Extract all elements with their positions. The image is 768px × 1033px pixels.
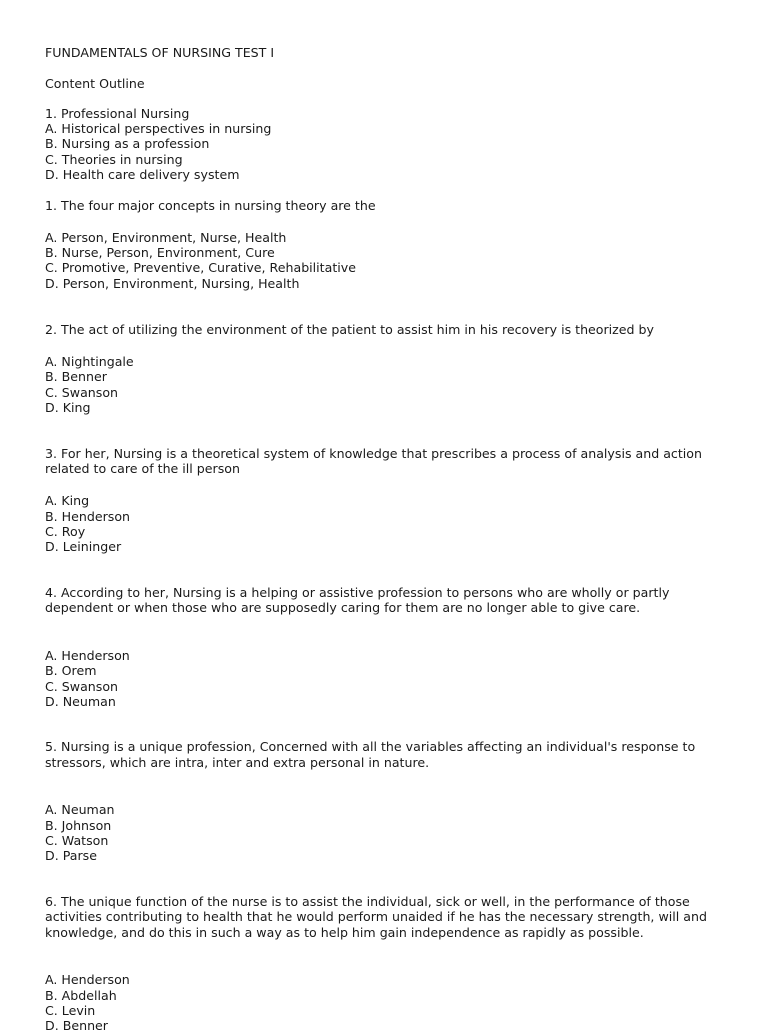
- question-stem: 4. According to her, Nursing is a helping or assistive profession to persons who are wholly or partly: [45, 585, 670, 600]
- answer-option: D. Benner: [45, 1018, 108, 1033]
- outline-item: A. Historical perspectives in nursing: [45, 121, 272, 136]
- answer-option: C. Watson: [45, 833, 109, 848]
- question-stem: 3. For her, Nursing is a theoretical system of knowledge that prescribes a process of analysis and action: [45, 446, 702, 461]
- answer-option: B. Orem: [45, 663, 97, 678]
- answer-option: C. Promotive, Preventive, Curative, Rehabilitative: [45, 260, 356, 275]
- question-stem: stressors, which are intra, inter and extra personal in nature.: [45, 755, 430, 770]
- answer-option: A. King: [45, 493, 90, 508]
- answer-option: A. Neuman: [45, 802, 115, 817]
- answer-option: B. Benner: [45, 369, 107, 384]
- answer-option: A. Nightingale: [45, 354, 134, 369]
- question-stem: 2. The act of utilizing the environment of the patient to assist him in his recovery is theorized by: [45, 322, 654, 337]
- answer-option: C. Swanson: [45, 679, 119, 694]
- answer-option: A. Person, Environment, Nurse, Health: [45, 230, 287, 245]
- answer-option: C. Roy: [45, 524, 86, 539]
- question-stem: knowledge, and do this in such a way as to help him gain independence as rapidly as possible.: [45, 925, 644, 940]
- answer-option: A. Henderson: [45, 972, 130, 987]
- answer-option: C. Swanson: [45, 385, 119, 400]
- question-stem: 5. Nursing is a unique profession, Concerned with all the variables affecting an individual's response to: [45, 739, 696, 754]
- document-title: FUNDAMENTALS OF NURSING TEST I: [45, 45, 275, 60]
- answer-option: D. Neuman: [45, 694, 116, 709]
- answer-option: D. Leininger: [45, 539, 122, 554]
- answer-option: B. Johnson: [45, 818, 112, 833]
- outline-item: B. Nursing as a profession: [45, 136, 210, 151]
- answer-option: B. Abdellah: [45, 988, 117, 1003]
- question-stem: 1. The four major concepts in nursing theory are the: [45, 198, 376, 213]
- outline-item: 1. Professional Nursing: [45, 106, 190, 121]
- answer-option: D. King: [45, 400, 91, 415]
- question-stem: activities contributing to health that he would perform unaided if he has the necessary strength, will and: [45, 909, 707, 924]
- answer-option: D. Parse: [45, 848, 97, 863]
- answer-option: C. Levin: [45, 1003, 96, 1018]
- question-stem: related to care of the ill person: [45, 461, 240, 476]
- outline-heading: Content Outline: [45, 76, 145, 91]
- outline-item: C. Theories in nursing: [45, 152, 183, 167]
- answer-option: A. Henderson: [45, 648, 130, 663]
- question-stem: 6. The unique function of the nurse is to assist the individual, sick or well, in the performance of those: [45, 894, 690, 909]
- question-stem: dependent or when those who are supposedly caring for them are no longer able to give care.: [45, 600, 641, 615]
- answer-option: B. Nurse, Person, Environment, Cure: [45, 245, 275, 260]
- outline-item: D. Health care delivery system: [45, 167, 240, 182]
- answer-option: D. Person, Environment, Nursing, Health: [45, 276, 300, 291]
- answer-option: B. Henderson: [45, 509, 131, 524]
